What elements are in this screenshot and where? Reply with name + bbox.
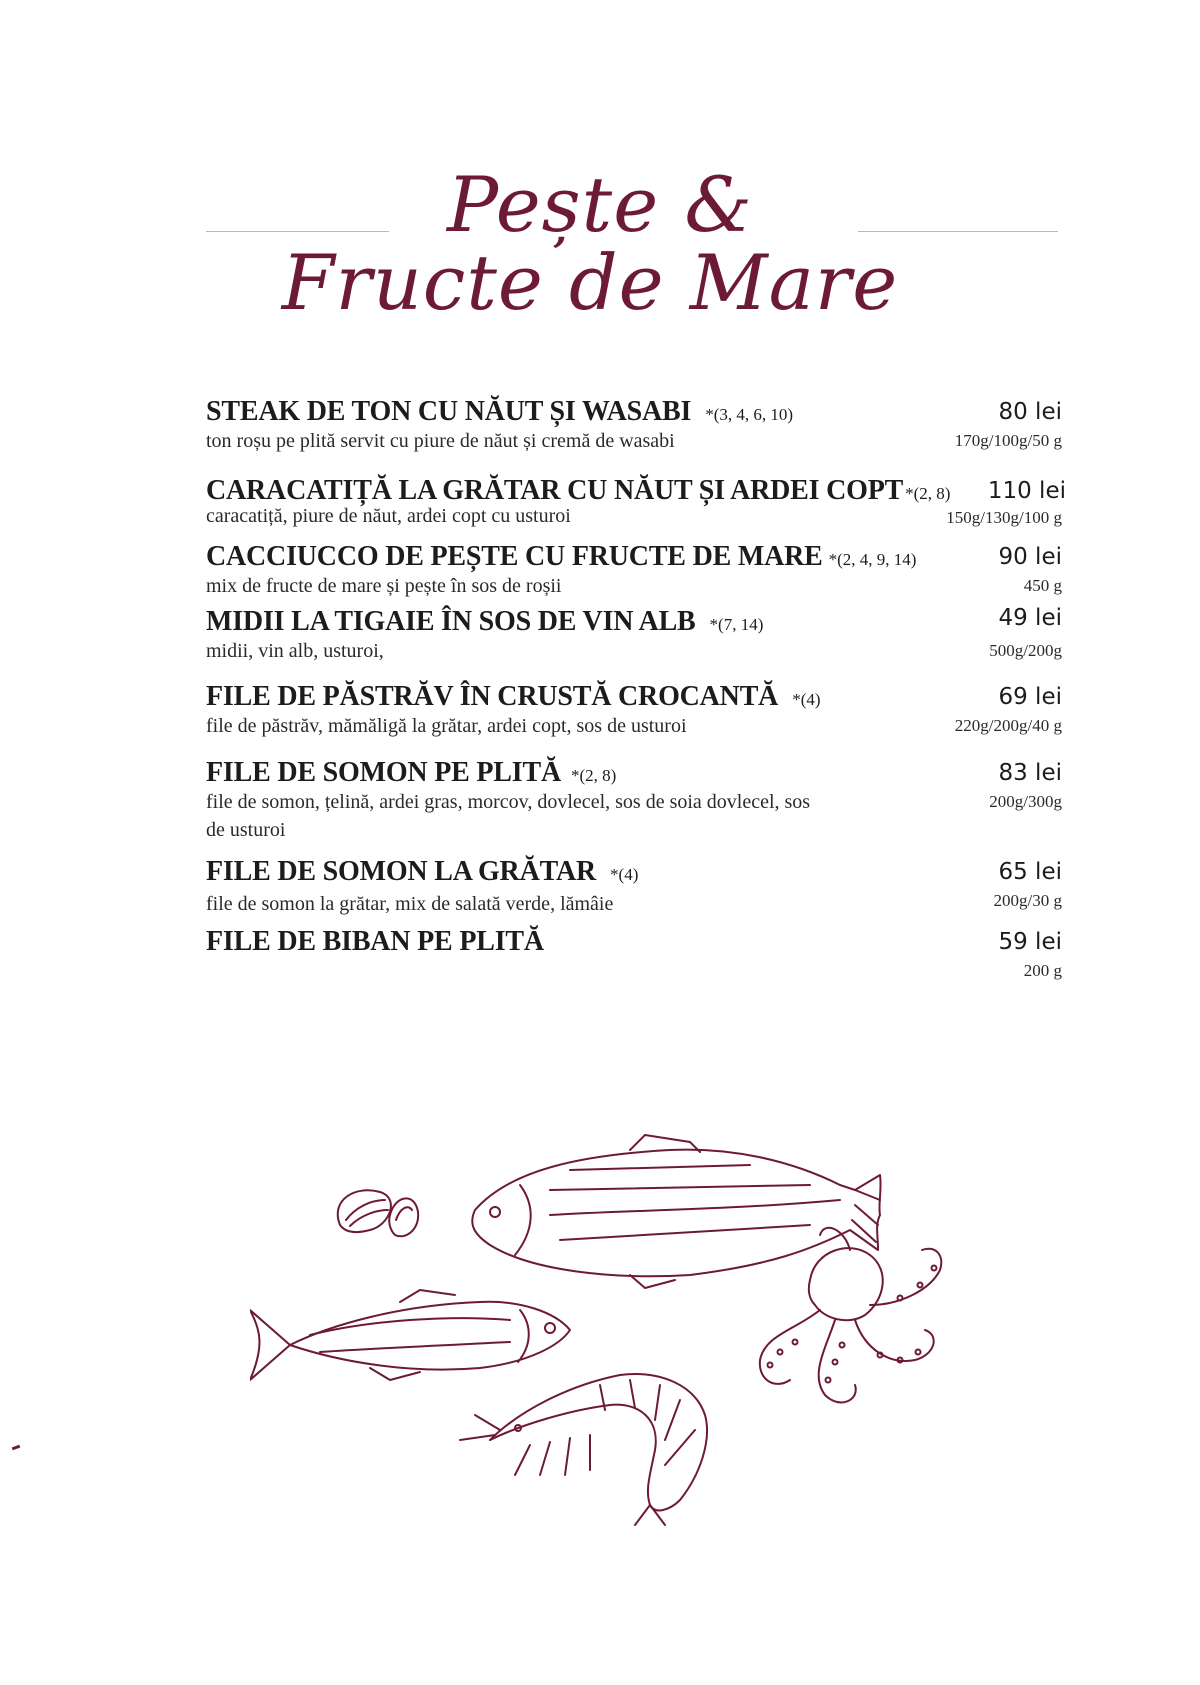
menu-item-weight: 500g/200g [989,641,1062,660]
menu-item-description: midii, vin alb, usturoi, [206,640,384,662]
mackerel-icon [250,1290,570,1380]
menu-item-weight: 220g/200g/40 g [954,716,1062,735]
menu-item-price: 90 lei [998,544,1062,570]
menu-item-description: file de somon la grătar, mix de salată verde, lămâie [206,893,614,915]
menu-item-name: CACCIUCCO DE PEȘTE CU FRUCTE DE MARE [206,541,823,572]
menu-item-price: 80 lei [998,399,1062,425]
stray-ink-mark [12,1445,21,1451]
menu-item-name: MIDII LA TIGAIE ÎN SOS DE VIN ALB [206,606,696,637]
menu-item-weight: 150g/130g/100 g [946,508,1062,527]
menu-item-weight: 450 g [1023,576,1062,595]
menu-item-price: 59 lei [998,929,1062,955]
menu-item-allergens: *(2, 8) [570,766,617,785]
menu-item-name: FILE DE SOMON LA GRĂTAR [206,856,597,887]
menu-item-allergens: *(4) [792,690,821,709]
menu-item-allergens: *(2, 8) [905,484,951,503]
menu-item-price: 83 lei [998,760,1062,786]
menu-item-description: caracatiță, piure de năut, ardei copt cu usturoi [206,505,571,527]
menu-item-name: FILE DE BIBAN PE PLITĂ [206,926,544,957]
menu-item-price: 69 lei [998,684,1062,710]
menu-item-weight: 200g/300g [989,792,1062,811]
menu-item-allergens: *(7, 14) [709,615,764,634]
menu-item-price: 110 lei [987,478,1066,504]
menu-item-name: STEAK DE TON CU NĂUT ȘI WASABI [206,396,692,427]
menu-item-name: CARACATIȚĂ LA GRĂTAR CU NĂUT ȘI ARDEI COPT [206,475,904,506]
menu-item-name-row [206,925,544,959]
menu-item-name: FILE DE SOMON PE PLITĂ [206,757,561,788]
menu-item-name: FILE DE PĂSTRĂV ÎN CRUSTĂ CROCANTĂ [206,681,779,712]
menu-item-description: mix de fructe de mare și pește în sos de roșii [206,575,562,597]
menu-item-description: ton roșu pe plită servit cu piure de năut și cremă de wasabi [206,430,675,452]
menu-item-allergens: *(2, 4, 9, 14) [828,550,917,569]
trout-icon [472,1135,880,1288]
menu-item-weight: 200g/30 g [993,891,1062,910]
shrimp-icon [460,1374,707,1525]
menu-item-price: 65 lei [998,859,1062,885]
menu-item-description: file de păstrăv, mămăligă la grătar, ardei copt, sos de usturoi [206,715,687,737]
mussels-icon [338,1190,418,1236]
menu-item-allergens: *(4) [610,865,639,884]
menu-item-price: 49 lei [998,605,1062,631]
menu-item-weight: 200 g [1023,961,1062,980]
menu-title-line-1: Pește & [446,160,754,249]
menu-item-description: file de somon, țelină, ardei gras, morcov, dovlecel, sos de soia dovlecel, sos de usturoi [206,791,811,841]
menu-item-name-row [206,855,638,892]
seafood-illustration [250,1130,990,1530]
menu-item-weight: 170g/100g/50 g [954,431,1062,450]
menu-item-allergens: *(3, 4, 6, 10) [705,405,794,424]
menu-title-line-2: Fructe de Mare [281,238,899,327]
octopus-icon [760,1228,941,1403]
